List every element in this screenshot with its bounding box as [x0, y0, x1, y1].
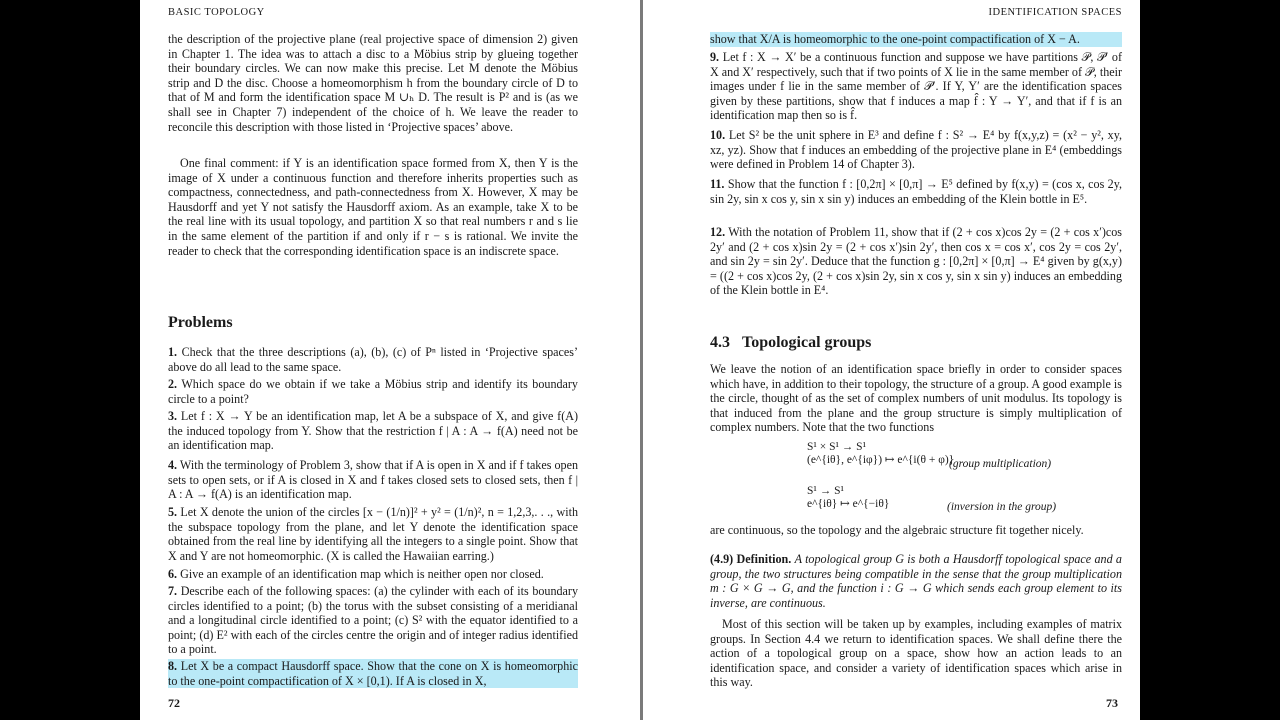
problem-item: 1. Check that the three descriptions (a), (b), (c) of Pⁿ listed in ‘Projective spaces’ above do all lead to the same space. [168, 345, 578, 374]
problem-item: 2. Which space do we obtain if we take a Möbius strip and identify its boundary circle to a point? [168, 377, 578, 406]
problem-item: 5. Let X denote the union of the circles [x − (1/n)]² + y² = (1/n)², n = 1,2,3,. . ., with the subspace topology from the plane, and let Y denote the identification space obtained from the real line by identifying all the integers to a single point. Show that X and Y are not homeomorphic. (X is called the Hawaiian earring.) [168, 505, 579, 563]
problem-item: 12. With the notation of Problem 11, show that if (2 + cos x)cos 2y = (2 + cos x′)cos 2y′ and (2 + cos x)sin 2y = (2 + cos x′)sin 2y′, then cos x = cos x′, cos 2y = cos 2y′, and sin 2y = sin 2y′. Deduce that the function g : [0,2π] × [0,π] → E⁴ given by g(x,y) = ((2 + cos x)cos 2y, (2 + cos x)sin 2y, sin x cos y, sin x sin y) induces an embedding of the Klein bottle in E⁴. [710, 225, 1122, 298]
continuation-highlighted: show that X/A is homeomorphic to the one-point compactification of X − A. [710, 32, 1122, 47]
problem-item: 6. Give an example of an identification map which is neither open nor closed. [168, 567, 544, 581]
page-number: 73 [1106, 696, 1118, 710]
problems-heading: Problems [168, 314, 233, 331]
section-heading [710, 334, 871, 352]
problem-item: 4. With the terminology of Problem 3, show that if A is open in X and if f takes open sets to open sets, or if A is closed in X and f takes closed sets to closed sets, then f | A : A → f(A) is an identification map. [168, 458, 578, 502]
problem-item-highlighted: 8. Let X be a compact Hausdorff space. Show that the cone on X is homeomorphic to the one-point compactification of X × [0,1). If A is closed in X, [168, 659, 578, 688]
formula-multiplication: S¹ × S¹ → S¹ (e^{iθ}, e^{iφ}) ↦ e^{i(θ + φ)} [807, 441, 955, 466]
page-number: 72 [168, 696, 180, 710]
formula-label: (group multiplication) [949, 458, 1052, 470]
running-header: IDENTIFICATION SPACES [988, 7, 1122, 18]
running-header: BASIC TOPOLOGY [168, 7, 265, 18]
formula-inversion: S¹ → S¹ e^{iθ} ↦ e^{−iθ} [807, 485, 890, 510]
paragraph: Most of this section will be taken up by examples, including examples of matrix groups. In Section 4.4 we return to identification spaces. We shall define there the action of a topological group on a space, show how an action leads to an identification space, and consider a variety of identification spaces which arise in this way. [710, 617, 1122, 690]
problem-item: 9. Let f : X → X′ be a continuous function and suppose we have partitions 𝒫, 𝒫′ of X and X′ respectively, such that if two points of X lie in the same member of 𝒫, their images under f lie in the same member of 𝒫′. If Y, Y′ are the identification spaces given by these partitions, show that f induces a map f̂ : Y → Y′, and that if f is an identification map then so is f̂. [710, 50, 1122, 123]
section-number: 4.3 [710, 334, 730, 351]
paragraph: One final comment: if Y is an identification space formed from X, then Y is the image of X under a continuous function and therefore inherits properties such as compactness, connectedness, and path-connectedness from X. However, X may be Hausdorff and yet Y not satisfy the Hausdorff axiom. As an example, take X to be the real line with its usual topology, and partition X so that real numbers r and s lie in the same element of the partition if and only if r − s is rational. We invite the reader to check that the corresponding identification space is an indiscrete space. [168, 156, 578, 258]
paragraph: are continuous, so the topology and the algebraic structure fit together nicely. [710, 523, 1084, 537]
problem-item: 11. Show that the function f : [0,2π] × [0,π] → E⁵ defined by f(x,y) = (cos x, cos 2y, sin 2y, sin x cos y, sin x sin y) induces an embedding of the Klein bottle in E⁵. [710, 177, 1122, 206]
problem-item: 7. Describe each of the following spaces: (a) the cylinder with each of its boundary circles identified to a point; (b) the torus with the subset consisting of a meridianal and a longitudinal circle identified to a point; (c) S² with the equator identified to a point; (d) E² with each of the circles centre the origin and of integer radius identified to a point. [168, 584, 578, 657]
formula-label: (inversion in the group) [947, 501, 1057, 513]
section-title: Topological groups [742, 334, 872, 351]
left-page [140, 0, 640, 720]
paragraph: the description of the projective plane (real projective space of dimension 2) given in Chapter 1. The idea was to attach a disc to a Möbius strip by glueing together their boundary circles. We can now make this precise. Let M denote the Möbius strip and D the disc. Choose a homeomorphism h from the boundary circle of D to that of M and form the identification space M ∪ₕ D. The result is P² and is (as we shall see in Chapter 7) independent of the choice of h. We leave the reader to reconcile this description with those listed in ‘Projective spaces’ above. [168, 32, 578, 134]
definition: (4.9) Definition. A topological group G is both a Hausdorff topological space and a group, the two structures being compatible in the sense that the group multiplication m : G × G → G, and the function i : G → G which sends each group element to its inverse, are continuous. [710, 552, 1122, 610]
right-page [643, 0, 1140, 720]
problem-item: 3. Let f : X → Y be an identification map, let A be a subspace of X, and give f(A) the induced topology from Y. Show that the restriction f | A : A → f(A) need not be an identification map. [168, 409, 578, 453]
problem-item: 10. Let S² be the unit sphere in E³ and define f : S² → E⁴ by f(x,y,z) = (x² − y², xy, xz, yz). Show that f induces an embedding of the projective plane in E⁴ (embeddings were defined in Problem 14 of Chapter 3). [710, 128, 1122, 172]
paragraph: We leave the notion of an identification space briefly in order to consider spaces which have, in addition to their topology, the structure of a group. A good example is the circle, thought of as the set of complex numbers of unit modulus. Its topology is that induced from the plane and the group structure is simply multiplication of complex numbers. Note that the two functions [710, 362, 1122, 435]
